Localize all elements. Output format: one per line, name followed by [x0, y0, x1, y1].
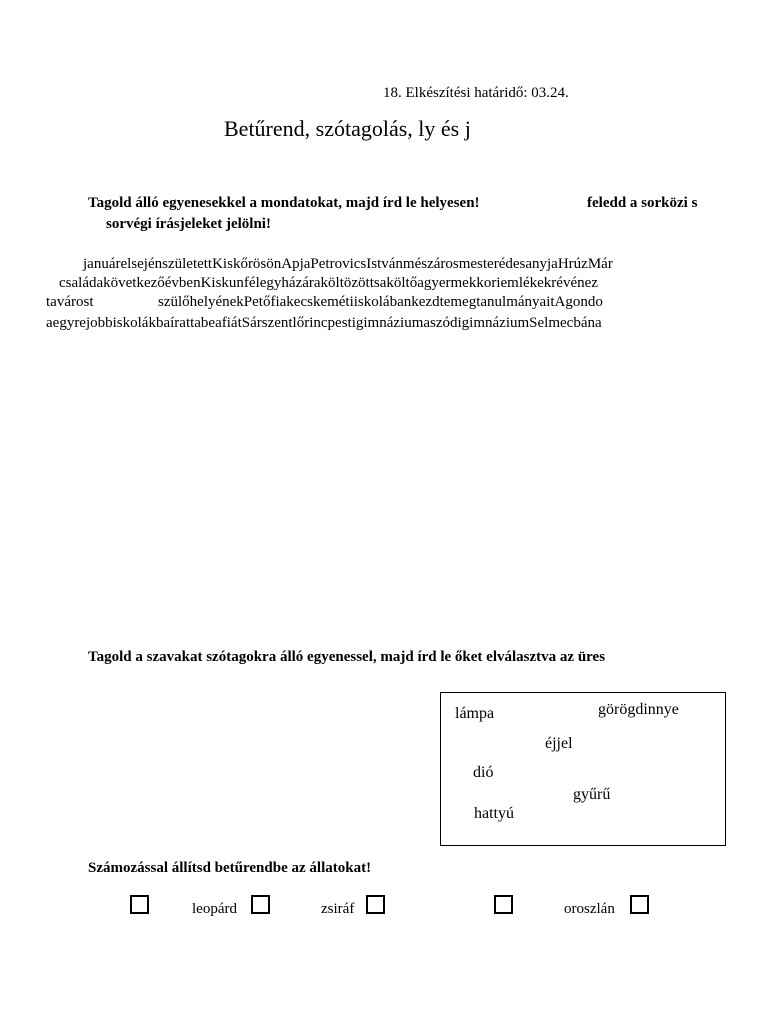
exercise2-instruction: Tagold a szavakat szótagokra álló egyenessel, majd írd le őket elválasztva az üres: [88, 649, 606, 665]
word-box: [440, 692, 726, 846]
animal-label: zsiráf: [321, 901, 355, 917]
number-checkbox[interactable]: [366, 895, 385, 914]
number-checkbox[interactable]: [494, 895, 513, 914]
animal-label: leopárd: [192, 901, 237, 917]
unsegmented-text-line: családakövetkezőévbenKiskunfélegyházáraköltözöttsaköltőagyermekkoriemlékekrévénez: [59, 275, 598, 291]
number-checkbox[interactable]: [251, 895, 270, 914]
number-checkbox[interactable]: [630, 895, 649, 914]
animal-label: oroszlán: [564, 901, 615, 917]
word-item: éjjel: [545, 735, 573, 752]
word-item: görögdinnye: [598, 701, 679, 718]
unsegmented-text-line: szülőhelyénekPetőfiakecskemétiiskolábankezdtemegtanulmányaitAgondo: [158, 294, 603, 310]
unsegmented-text-line: tavárost: [46, 294, 94, 310]
exercise3-instruction: Számozással állítsd betűrendbe az állatokat!: [88, 860, 372, 876]
unsegmented-text-line: januárelsejénszületettKiskőrösönApjaPetrovicsIstvánmészárosmesterédesanyjaHrúzMár: [83, 256, 613, 272]
unsegmented-text-line: aegyrejobbiskolákbaírattabeafiátSárszentlőrincpestigimnáziumaszódigimnáziumSelmecbána: [46, 315, 602, 331]
exercise1-instruction: Tagold álló egyenesekkel a mondatokat, majd írd le helyesen!: [88, 195, 480, 211]
word-item: hattyú: [474, 805, 514, 822]
task-header: 18. Elkészítési határidő: 03.24.: [383, 85, 569, 101]
word-item: lámpa: [455, 705, 495, 722]
exercise1-instruction-line2: sorvégi írásjeleket jelölni!: [106, 216, 271, 232]
word-item: gyűrű: [573, 786, 611, 803]
page-title: Betűrend, szótagolás, ly és j: [224, 116, 471, 141]
word-item: dió: [473, 764, 494, 781]
number-checkbox[interactable]: [130, 895, 149, 914]
exercise1-instruction-continued: feledd a sorközi s: [587, 195, 698, 211]
